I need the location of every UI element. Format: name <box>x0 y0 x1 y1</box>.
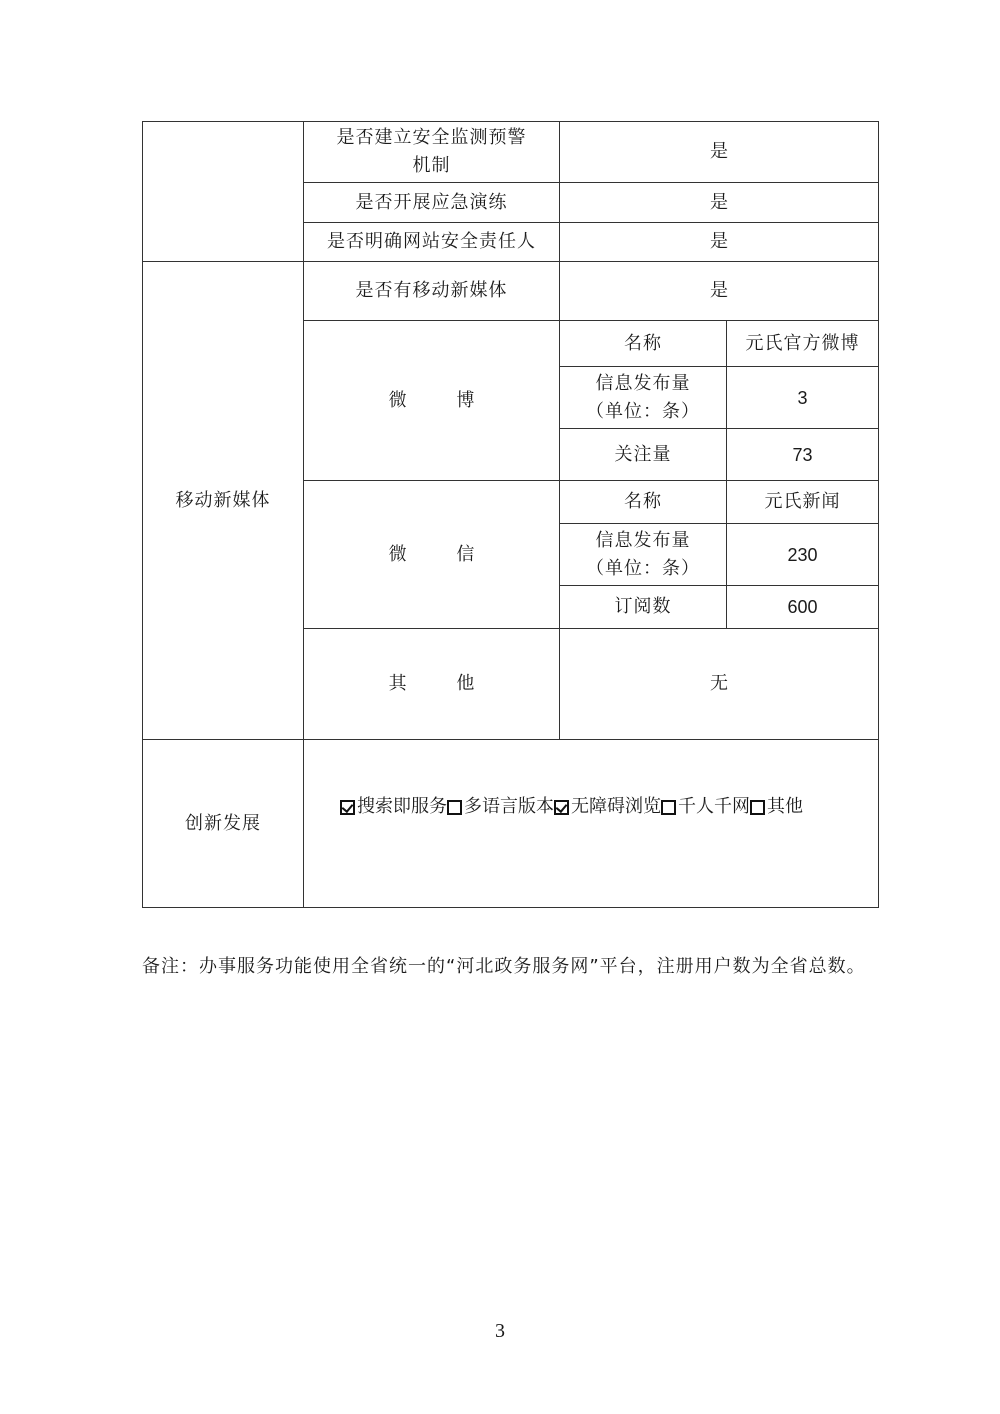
weibo-name-value: 元氏官方微博 <box>727 321 879 367</box>
checked-checkbox-icon <box>554 800 569 815</box>
report-table <box>142 121 879 908</box>
security-owner-value: 是 <box>560 223 879 262</box>
has-mobile-value: 是 <box>560 262 879 321</box>
wechat-name-label: 名称 <box>560 481 727 524</box>
mobile-section-label: 移动新媒体 <box>143 262 304 740</box>
table-row <box>143 122 879 183</box>
wechat-label: 微 信 <box>304 481 560 629</box>
wechat-posts-value: 230 <box>727 524 879 586</box>
weibo-followers-label: 关注量 <box>560 429 727 481</box>
emergency-drill-label: 是否开展应急演练 <box>304 183 560 223</box>
checkbox-icon <box>447 800 462 815</box>
weibo-label: 微 博 <box>304 321 560 481</box>
page-number: 3 <box>495 1320 505 1342</box>
weibo-posts-value: 3 <box>727 367 879 429</box>
innovation-option: 千人千网 <box>661 793 750 821</box>
weibo-posts-label: 信息发布量 （单位：条） <box>560 367 727 429</box>
innovation-option: 其他 <box>750 793 803 821</box>
emergency-drill-value: 是 <box>560 183 879 223</box>
has-mobile-label: 是否有移动新媒体 <box>304 262 560 321</box>
table-row <box>143 262 879 321</box>
wechat-name-value: 元氏新闻 <box>727 481 879 524</box>
wechat-subs-label: 订阅数 <box>560 586 727 629</box>
checkbox-icon <box>661 800 676 815</box>
checkbox-icon <box>750 800 765 815</box>
other-label: 其 他 <box>304 629 560 740</box>
innovation-options <box>304 740 879 908</box>
wechat-subs-value: 600 <box>727 586 879 629</box>
innovation-option: 无障碍浏览 <box>554 793 661 821</box>
empty-section-cell <box>143 122 304 262</box>
security-monitoring-label: 是否建立安全监测预警 机制 <box>304 122 560 183</box>
weibo-name-label: 名称 <box>560 321 727 367</box>
table-row <box>143 740 879 908</box>
wechat-posts-label: 信息发布量 （单位：条） <box>560 524 727 586</box>
footnote: 备注：办事服务功能使用全省统一的“河北政务服务网”平台，注册用户数为全省总数。 <box>142 956 866 977</box>
security-owner-label: 是否明确网站安全责任人 <box>304 223 560 262</box>
innovation-option: 搜索即服务 <box>340 793 447 821</box>
weibo-followers-value: 73 <box>727 429 879 481</box>
other-value: 无 <box>560 629 879 740</box>
innovation-section-label: 创新发展 <box>143 740 304 908</box>
innovation-option: 多语言版本 <box>447 793 554 821</box>
security-monitoring-value: 是 <box>560 122 879 183</box>
checked-checkbox-icon <box>340 800 355 815</box>
